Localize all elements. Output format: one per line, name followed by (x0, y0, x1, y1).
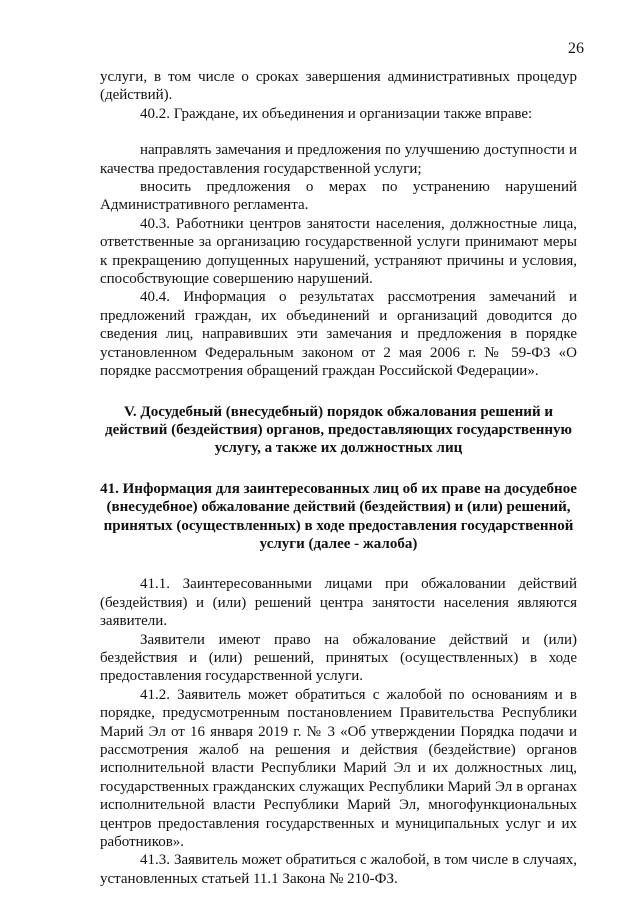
paragraph-41-2: 41.2. Заявитель может обратиться с жалобой по основаниям и в порядке, предусмотренным постановлением Правительства Республики Марий Эл от 16 января 2019 г. № 3 «Об утверждении Порядка подачи и рассмотрения жалоб на решения и действия (бездействие) органов исполнительной власти Республики Марий Эл и их должностных лиц, государственных гражданских служащих Республики Марий Эл в органах исполнительной власти Республики Марий Эл, многофункциональных центров предоставления государственных и муниципальных услуг и их работников». (100, 686, 577, 851)
paragraph-send-remarks: направлять замечания и предложения по улучшению доступности и качества предоставления государственной услуги; (100, 142, 577, 177)
paragraph-41-3: 41.3. Заявитель может обратиться с жалобой, в том числе в случаях, установленных статьей 11.1 Закона № 210-ФЗ. (100, 852, 577, 887)
page-number: 26 (568, 40, 584, 57)
paragraph-applicants-rights: Заявители имеют право на обжалование действий и (или) бездействия и (или) решений, принятых (осуществленных) в ходе предоставления государственной услуги. (100, 631, 577, 685)
paragraph-41-1: 41.1. Заинтересованными лицами при обжаловании действий (бездействия) и (или) решений центра занятости населения являются заявители. (100, 576, 577, 630)
paragraph-40-4: 40.4. Информация о результатах рассмотрения замечаний и предложений граждан, их объединений и организаций доводится до сведения лиц, направивших эти замечания и предложения в порядке установленном Федеральным законом от 2 мая 2006 г. № 59-ФЗ «О порядке рассмотрения обращений граждан Российской Федерации». (100, 289, 577, 380)
paragraph-submit-proposals: вносить предложения о мерах по устранению нарушений Административного регламента. (100, 179, 577, 214)
document-body (100, 68, 577, 888)
section-heading: 41. Информация для заинтересованных лиц об их праве на досудебное (внесудебное) обжалование действий (бездействия) и (или) решений, принятых (осуществленных) в ходе предоставления государственной услуги (далее - жалоба) (100, 480, 577, 552)
chapter-heading: V. Досудебный (внесудебный) порядок обжалования решений и действий (бездействия) органов, предоставляющих государственную услугу, а также их должностных лиц (105, 403, 572, 457)
paragraph-40-3: 40.3. Работники центров занятости населения, должностные лица, ответственные за организацию государственной услуги принимают меры к прекращению допущенных нарушений, устраняют причины и условия, способствующие совершению нарушений. (100, 215, 577, 288)
paragraph-40-2: 40.2. Граждане, их объединения и организации также вправе: (140, 105, 533, 122)
paragraph-services-continuation: услуги, в том числе о сроках завершения административных процедур (действий). (100, 69, 577, 104)
